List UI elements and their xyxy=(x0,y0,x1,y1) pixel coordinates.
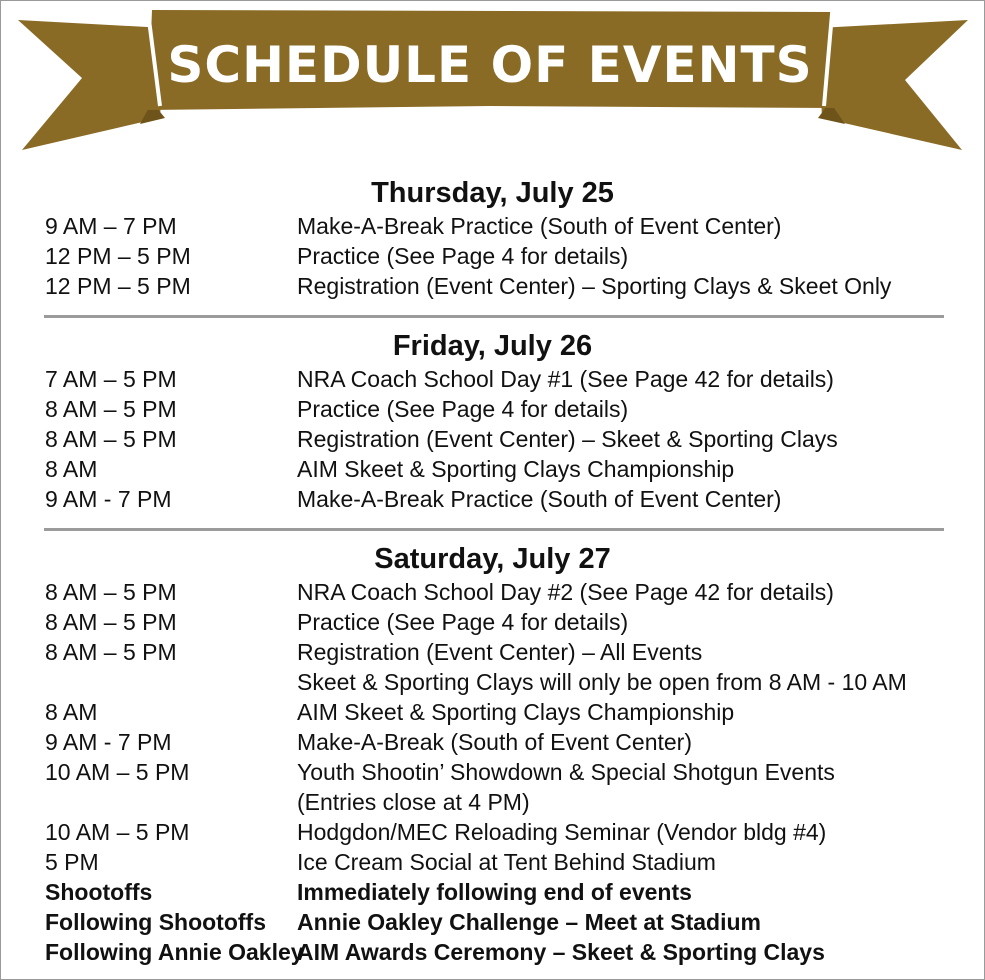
event-time: 7 AM – 5 PM xyxy=(45,366,177,392)
event-description: Registration (Event Center) – Skeet & Sporting Clays xyxy=(297,426,838,452)
schedule-row xyxy=(0,241,985,271)
day-title: Saturday, July 27 xyxy=(374,543,611,575)
event-time: 8 AM – 5 PM xyxy=(45,609,177,635)
schedule-content xyxy=(0,175,985,967)
event-time: 5 PM xyxy=(45,849,99,875)
day-section xyxy=(0,541,985,967)
day-title: Thursday, July 25 xyxy=(371,177,614,209)
event-time: 9 AM – 7 PM xyxy=(45,213,177,239)
event-description: Skeet & Sporting Clays will only be open from 8 AM - 10 AM xyxy=(297,669,907,695)
event-description: Registration (Event Center) – Sporting Clays & Skeet Only xyxy=(297,273,892,299)
day-section xyxy=(0,175,985,301)
schedule-row xyxy=(0,484,985,514)
event-time: 8 AM xyxy=(45,456,98,482)
section-divider xyxy=(44,315,944,318)
schedule-row xyxy=(0,877,985,907)
ribbon-left-tail xyxy=(18,20,165,150)
event-description: Practice (See Page 4 for details) xyxy=(297,396,629,422)
event-description: Hodgdon/MEC Reloading Seminar (Vendor bldg #4) xyxy=(297,819,827,845)
event-description: (Entries close at 4 PM) xyxy=(297,789,530,815)
event-description: NRA Coach School Day #1 (See Page 42 for details) xyxy=(297,366,834,392)
schedule-row xyxy=(0,757,985,787)
schedule-row xyxy=(0,817,985,847)
day-section xyxy=(0,328,985,514)
schedule-row xyxy=(0,667,985,697)
schedule-row xyxy=(0,271,985,301)
event-time: 10 AM – 5 PM xyxy=(45,759,190,785)
event-time: 12 PM – 5 PM xyxy=(45,273,191,299)
event-description: Registration (Event Center) – All Events xyxy=(297,639,703,665)
event-description: Annie Oakley Challenge – Meet at Stadium xyxy=(297,909,761,935)
schedule-row xyxy=(0,787,985,817)
schedule-row xyxy=(0,211,985,241)
event-time: 8 AM – 5 PM xyxy=(45,426,177,452)
event-time: 10 AM – 5 PM xyxy=(45,819,190,845)
schedule-title: SCHEDULE OF EVENTS xyxy=(167,36,813,94)
event-time: 8 AM – 5 PM xyxy=(45,639,177,665)
event-description: AIM Skeet & Sporting Clays Championship xyxy=(297,456,735,482)
schedule-row xyxy=(0,394,985,424)
schedule-row xyxy=(0,937,985,967)
event-description: AIM Skeet & Sporting Clays Championship xyxy=(297,699,735,725)
schedule-row xyxy=(0,364,985,394)
event-description: AIM Awards Ceremony – Skeet & Sporting Clays xyxy=(297,939,825,965)
event-time: 8 AM – 5 PM xyxy=(45,579,177,605)
schedule-row xyxy=(0,424,985,454)
event-description: Practice (See Page 4 for details) xyxy=(297,609,629,635)
schedule-row xyxy=(0,577,985,607)
event-time: Following Annie Oakley xyxy=(45,939,304,965)
event-time: 12 PM – 5 PM xyxy=(45,243,191,269)
event-description: NRA Coach School Day #2 (See Page 42 for details) xyxy=(297,579,834,605)
event-time: Shootoffs xyxy=(45,879,153,905)
section-divider xyxy=(44,528,944,531)
schedule-row xyxy=(0,637,985,667)
event-description: Immediately following end of events xyxy=(297,879,692,905)
event-time: 9 AM - 7 PM xyxy=(45,729,172,755)
event-description: Make-A-Break Practice (South of Event Center) xyxy=(297,486,782,512)
event-description: Practice (See Page 4 for details) xyxy=(297,243,629,269)
event-time: 8 AM xyxy=(45,699,98,725)
day-title: Friday, July 26 xyxy=(392,330,593,362)
ribbon-right-tail xyxy=(818,20,968,150)
event-description: Make-A-Break (South of Event Center) xyxy=(297,729,692,755)
schedule-row xyxy=(0,907,985,937)
event-description: Ice Cream Social at Tent Behind Stadium xyxy=(297,849,716,875)
event-description: Youth Shootin’ Showdown & Special Shotgun Events xyxy=(297,759,835,785)
schedule-row xyxy=(0,697,985,727)
schedule-row xyxy=(0,847,985,877)
schedule-row xyxy=(0,454,985,484)
schedule-row xyxy=(0,607,985,637)
event-description: Make-A-Break Practice (South of Event Center) xyxy=(297,213,782,239)
schedule-row xyxy=(0,727,985,757)
event-time: 9 AM - 7 PM xyxy=(45,486,172,512)
event-time: 8 AM – 5 PM xyxy=(45,396,177,422)
event-time: Following Shootoffs xyxy=(45,909,267,935)
